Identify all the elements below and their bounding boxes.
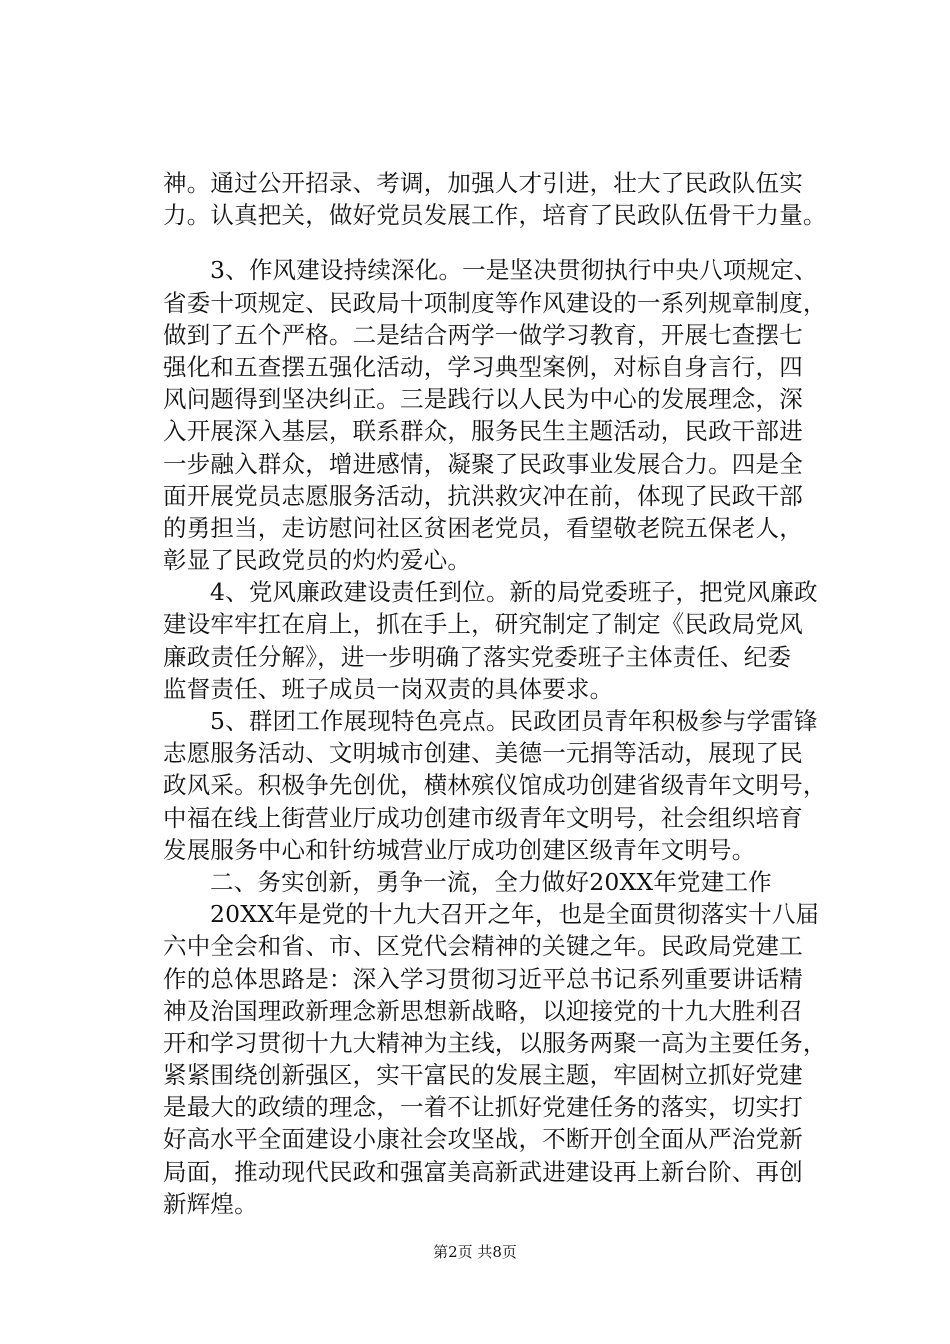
text-line: 开和学习贯彻十九大精神为主线，以服务两聚一高为主要任务， [163, 1028, 827, 1057]
text-line: 是最大的政绩的理念，一着不让抓好党建任务的落实，切实打 [163, 1093, 803, 1122]
paragraph-gap [163, 231, 843, 254]
text-line: 志愿服务活动、文明城市创建、美德一元捐等活动，展现了民 [163, 739, 803, 768]
text-line: 局面，推动现代民政和强富美高新武进建设再上新台阶、再创 [163, 1157, 803, 1186]
text-line: 新辉煌。 [163, 1189, 258, 1218]
text-line: 作的总体思路是：深入学习贯彻习近平总书记系列重要讲话精 [163, 964, 803, 993]
text-line: 20XX年是党的十九大召开之年，也是全面贯彻落实十八届 [210, 900, 820, 929]
text-line: 彰显了民政党员的灼灼爱心。 [163, 546, 472, 575]
text-line: 5、群团工作展现特色亮点。民政团员青年积极参与学雷锋 [210, 707, 818, 735]
text-line: 入开展深入基层，联系群众，服务民生主题活动，民政干部进 [163, 417, 803, 446]
paragraph-overall-plan [163, 898, 843, 1220]
text-line: 面开展党员志愿服务活动，抗洪救灾冲在前，体现了民政干部 [163, 481, 803, 510]
text-line: 二、务实创新，勇争一流，全力做好20XX年党建工作 [210, 867, 772, 896]
text-line: 3、作风建设持续深化。一是坚决贯彻执行中央八项规定、 [210, 256, 818, 285]
text-line: 做到了五个严格。二是结合两学一做学习教育，开展七查摆七 [163, 320, 803, 349]
text-line: 神。通过公开招录、考调，加强人才引进，壮大了民政队伍实 [163, 169, 803, 197]
section-heading [163, 866, 843, 898]
text-line: 中福在线上街营业厅成功创建市级青年文明号，社会组织培育 [163, 803, 803, 832]
text-line: 省委十项规定、民政局十项制度等作风建设的一系列规章制度， [163, 288, 827, 317]
text-line: 建设牢牢扛在肩上，抓在手上，研究制定了制定《民政局党风 [163, 610, 803, 639]
text-line: 发展服务中心和针纺城营业厅成功创建区级青年文明号。 [163, 835, 756, 864]
text-line: 紧紧围绕创新强区，实干富民的发展主题，牢固树立抓好党建 [163, 1061, 803, 1090]
text-line: 廉政责任分解》，进一步明确了落实党委班子主体责任、纪委 [163, 642, 792, 671]
paragraph-group-work [163, 705, 843, 866]
text-line: 风问题得到坚决纠正。三是践行以人民为中心的发展理念，深 [163, 385, 803, 414]
page-number-label: 第2页 共8页 [433, 1243, 517, 1261]
text-line: 4、党风廉政建设责任到位。新的局党委班子，把党风廉政 [210, 578, 818, 607]
text-line: 强化和五查摆五强化活动，学习典型案例，对标自身言行，四 [163, 352, 803, 381]
text-line: 一步融入群众，增进感情，凝聚了民政事业发展合力。四是全 [163, 449, 803, 478]
text-line: 的勇担当，走访慰问社区贫困老党员，看望敬老院五保老人， [163, 513, 803, 542]
paragraph-integrity [163, 576, 843, 705]
text-line: 力。认真把关，做好党员发展工作，培育了民政队伍骨干力量。 [163, 201, 827, 230]
page-footer [0, 1242, 950, 1262]
document-body [163, 167, 843, 1220]
text-line: 神及治国理政新理念新思想新战略，以迎接党的十九大胜利召 [163, 996, 803, 1025]
paragraph-continuation [163, 167, 843, 231]
text-line: 政风采。积极争先创优，横林殡仪馆成功创建省级青年文明号， [163, 771, 827, 800]
paragraph-work-style [163, 254, 843, 576]
text-line: 好高水平全面建设小康社会攻坚战，不断开创全面从严治党新 [163, 1125, 803, 1154]
text-line: 六中全会和省、市、区党代会精神的关键之年。民政局党建工 [163, 932, 803, 961]
text-line: 监督责任、班子成员一岗双责的具体要求。 [163, 674, 614, 703]
